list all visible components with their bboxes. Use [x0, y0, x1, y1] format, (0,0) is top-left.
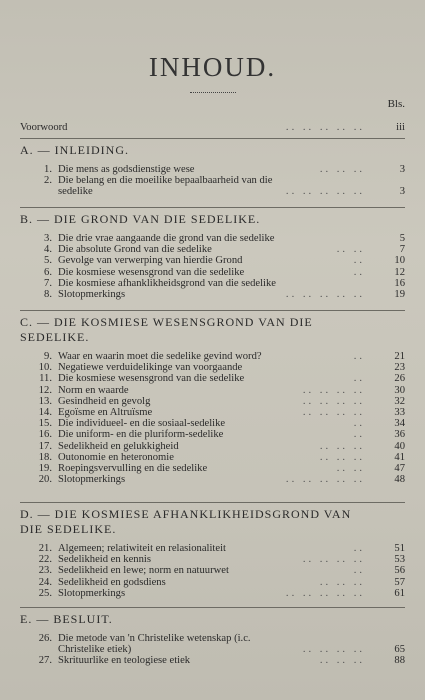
leader-dots: .. .. .. [319, 440, 365, 452]
toc-entry [20, 588, 405, 599]
page-number: 32 [394, 395, 405, 407]
entry-title: Slotopmerkings [58, 289, 126, 301]
toc-entry [20, 396, 405, 407]
entry-number: 3. [44, 233, 52, 244]
page-number: 3 [399, 164, 405, 175]
toc-entry [20, 565, 405, 576]
toc-entry [20, 175, 405, 197]
section-divider [20, 502, 405, 503]
entry-number: 18. [38, 451, 52, 463]
leader-dots: .. .. .. .. .. [285, 474, 365, 486]
entry-title: Algemeen; relatiwiteit en relasionaliteit [58, 543, 226, 554]
toc-entry [20, 474, 405, 485]
entry-title: Norm en waarde [58, 384, 129, 396]
page-number: 19 [394, 289, 405, 301]
page-number: 57 [394, 576, 405, 588]
page-number: 40 [394, 440, 405, 452]
entry-title: Slotopmerkings [58, 587, 126, 599]
leader-dots: .. .. .. .. [302, 407, 365, 419]
page-number: 10 [394, 255, 405, 267]
entry-number: 22. [38, 554, 52, 566]
entry-title: Sedelikheid en kennis [58, 554, 151, 566]
entry-title: Die uniform- en die pluriform-sedelike [58, 429, 224, 441]
leader-dots: .. .. .. .. .. [285, 289, 365, 301]
section-heading: A. — INLEIDING. [20, 143, 129, 157]
entry-title: Sedelikheid en gelukkigheid [58, 440, 179, 452]
toc-entry [20, 577, 405, 588]
entry-title: Waar en waarin moet die sedelike gevind word? [58, 351, 262, 362]
toc-entry [20, 407, 405, 418]
page-number: 16 [394, 277, 405, 289]
leader-dots: .. [353, 373, 365, 385]
page-number: 23 [394, 362, 405, 374]
entry-number: 11. [39, 373, 52, 385]
entry-number: 2. [44, 175, 52, 187]
section-heading: E. — BESLUIT. [20, 612, 113, 626]
toc-entry [20, 289, 405, 300]
section-heading: B. — DIE GROND VAN DIE SEDELIKE. [20, 212, 261, 226]
page-number: 56 [394, 565, 405, 577]
leader-dots: .. .. .. [319, 576, 365, 588]
leader-dots: .. .. .. .. .. [285, 587, 365, 599]
toc-entry [20, 233, 405, 244]
toc-entry [20, 255, 405, 266]
entry-number: 24. [38, 576, 52, 588]
page-title: INHOUD. [148, 52, 277, 82]
entry-number: 27. [38, 655, 52, 667]
entry-number: 14. [38, 407, 52, 419]
page-number: 12 [394, 266, 405, 278]
leader-dots: .. .. .. .. .. [285, 122, 365, 133]
page-number: 34 [394, 418, 405, 430]
toc-entry [20, 633, 405, 655]
title-divider [190, 92, 236, 93]
page-number: 53 [394, 554, 405, 566]
entry-number: 23. [38, 565, 52, 577]
page-column-header: Bls. [387, 98, 405, 110]
entry-title: Die absolute Grond van die sedelike [58, 244, 212, 256]
entry-number: 19. [38, 463, 52, 475]
leader-dots: .. [353, 266, 365, 278]
entry-number: 6. [44, 266, 52, 278]
page-number: 41 [394, 451, 405, 463]
entry-number: 8. [44, 289, 52, 301]
page-number: 47 [394, 463, 405, 475]
entry-title: Die kosmiese wesensgrond van die sedelike [58, 266, 245, 278]
toc-entry [20, 244, 405, 255]
entry-title: Die kosmiese afhanklikheidsgrond van die sedelike [58, 277, 276, 289]
foreword-label: Voorwoord [20, 122, 68, 133]
page-number: 5 [399, 233, 405, 244]
entry-title: Gesindheid en gevolg [58, 395, 151, 407]
leader-dots: .. [353, 255, 365, 267]
entry-number: 25. [38, 587, 52, 599]
leader-dots: .. .. .. .. [302, 384, 365, 396]
toc-entry [20, 418, 405, 429]
section-divider [20, 207, 405, 208]
page-number: 61 [394, 587, 405, 599]
entry-number: 13. [38, 395, 52, 407]
entry-number: 16. [38, 429, 52, 441]
page-number: 48 [394, 474, 405, 486]
page-number: 33 [394, 407, 405, 419]
leader-dots: .. .. .. .. .. [285, 186, 365, 198]
entry-title: Roepingsvervulling en die sedelike [58, 463, 208, 475]
toc-entry [20, 278, 405, 289]
entry-title: Outonomie en heteronomie [58, 451, 174, 463]
toc-entry [20, 385, 405, 396]
toc-entry [20, 463, 405, 474]
section-b [20, 207, 405, 300]
toc-entry [20, 362, 405, 373]
toc-entry [20, 267, 405, 278]
toc-entry [20, 164, 405, 175]
section-heading: C. — DIE KOSMIESE WESENSGROND VAN DIE SEDELIKE. [20, 315, 313, 344]
section-divider [20, 138, 405, 139]
leader-dots: .. .. [336, 463, 365, 475]
entry-title: Negatiewe verduidelikinge van voorgaande [58, 362, 243, 374]
entry-number: 20. [38, 474, 52, 486]
toc-entry [20, 351, 405, 362]
leader-dots: .. .. .. .. [302, 644, 365, 656]
entry-title: Die drie vrae aangaande die grond van die sedelike [58, 233, 275, 244]
leader-dots: .. .. .. .. [302, 554, 365, 566]
foreword-entry [20, 122, 405, 133]
section-d [20, 502, 405, 599]
page-number: 88 [394, 655, 405, 667]
entry-title: Die individueel- en die sosiaal-sedelike [58, 418, 226, 430]
leader-dots: .. [353, 543, 365, 554]
entry-title: Slotopmerkings [58, 474, 126, 486]
page-number: 51 [394, 543, 405, 554]
entry-number: 9. [44, 351, 52, 362]
page-number: 21 [394, 351, 405, 362]
entry-number: 1. [44, 164, 52, 175]
entry-number: 12. [38, 384, 52, 396]
toc-entry [20, 373, 405, 384]
entry-title: Die belang en die moeilike bepaalbaarheid van die sedelike [58, 175, 273, 198]
toc-entry [20, 452, 405, 463]
toc-entry [20, 441, 405, 452]
toc-entry [20, 429, 405, 440]
leader-dots: .. [353, 565, 365, 577]
leader-dots: .. [353, 351, 365, 362]
page-number: 36 [394, 429, 405, 441]
section-c [20, 310, 405, 485]
section-divider [20, 607, 405, 608]
page-number: 65 [394, 644, 405, 656]
page-number: iii [396, 122, 405, 133]
entry-number: 21. [38, 543, 52, 554]
entry-number: 4. [44, 244, 52, 256]
section-e [20, 607, 405, 667]
entry-title: Die metode van 'n Christelike wetenskap (i.c. Christelike etiek) [58, 633, 251, 656]
entry-number: 5. [44, 255, 52, 267]
entry-number: 10. [38, 362, 52, 374]
section-a [20, 138, 405, 198]
page-number: 3 [399, 186, 405, 198]
leader-dots: .. .. .. [319, 655, 365, 667]
section-heading: D. — DIE KOSMIESE AFHANKLIKHEIDSGROND VAN DIE SEDELIKE. [20, 507, 352, 536]
toc-entry [20, 554, 405, 565]
page-number: 30 [394, 384, 405, 396]
entry-title: Die mens as godsdienstige wese [58, 164, 195, 175]
entry-number: 7. [44, 277, 52, 289]
entry-title: Sedelikheid en lewe; norm en natuurwet [58, 565, 229, 577]
page-number: 26 [394, 373, 405, 385]
leader-dots: .. .. [336, 244, 365, 256]
entry-title: Sedelikheid en godsdiens [58, 576, 166, 588]
leader-dots: .. [353, 429, 365, 441]
leader-dots: .. .. .. [319, 451, 365, 463]
entry-number: 15. [38, 418, 52, 430]
entry-title: Skrituurlike en teologiese etiek [58, 655, 191, 667]
leader-dots: .. .. .. [319, 164, 365, 175]
leader-dots: .. [353, 418, 365, 430]
entry-number: 26. [38, 633, 52, 644]
entry-title: Gevolge van verwerping van hierdie Grond [58, 255, 243, 267]
entry-title: Egoïsme en Altruïsme [58, 407, 153, 419]
entry-title: Die kosmiese wesensgrond van die sedelike [58, 373, 245, 385]
toc-entry [20, 543, 405, 554]
toc-entry [20, 655, 405, 666]
leader-dots: .. .. .. .. [302, 395, 365, 407]
entry-number: 17. [38, 440, 52, 452]
section-divider [20, 310, 405, 311]
page-number: 7 [399, 244, 405, 256]
